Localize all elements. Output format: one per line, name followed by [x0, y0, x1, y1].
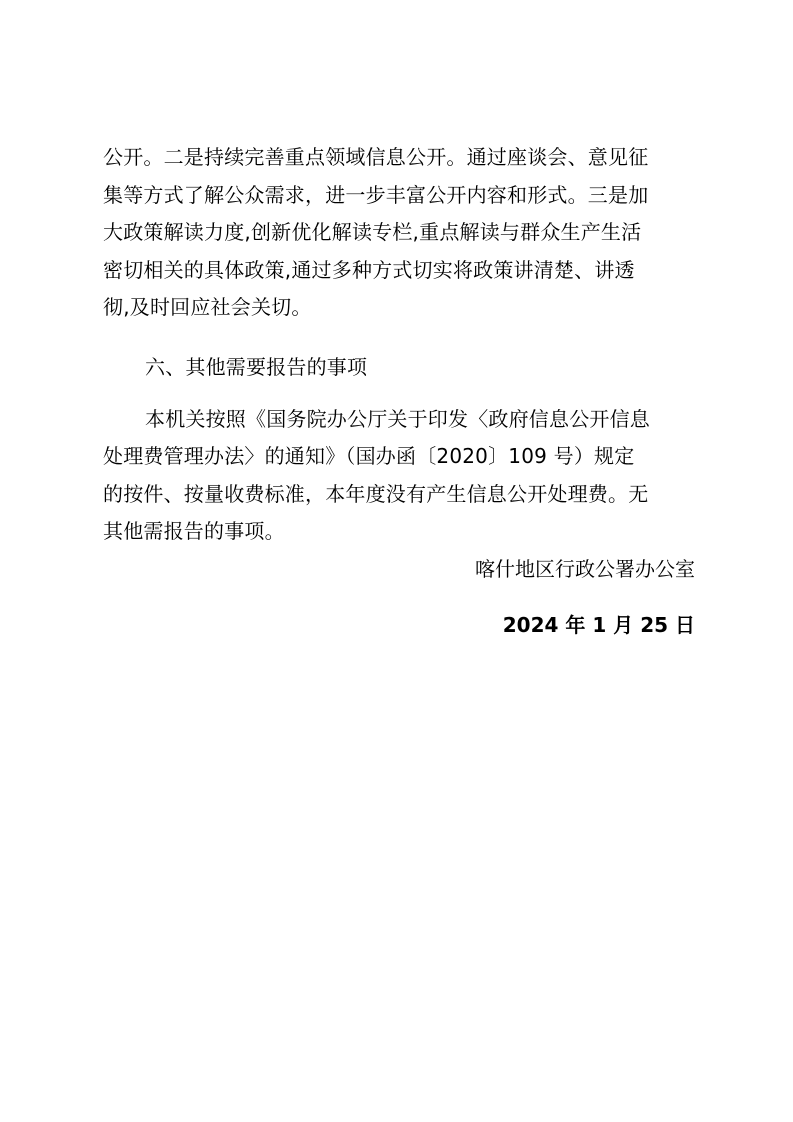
paragraph-line: 本机关按照《国务院办公厅关于印发〈政府信息公开信息 — [145, 406, 650, 431]
paragraph-continued — [103, 139, 695, 327]
paragraph-line: 彻,及时回应社会关切。 — [103, 295, 312, 320]
paragraph-line: 密切相关的具体政策,通过多种方式切实将政策讲清楚、讲透 — [103, 257, 635, 282]
paragraph-line: 的按件、按量收费标准，本年度没有产生信息公开处理费。无 — [103, 481, 649, 506]
paragraph-other-matters — [103, 401, 695, 551]
paragraph-line: 处理费管理办法〉的通知》（国办函〔2020〕109 号）规定 — [103, 444, 635, 469]
paragraph-line: 大政策解读力度,创新优化解读专栏,重点解读与群众生产生活 — [103, 220, 642, 245]
document-body — [103, 139, 695, 644]
signature-date: 2024 年 1 月 25 日 — [502, 612, 695, 637]
paragraph-line: 其他需报告的事项。 — [103, 519, 285, 544]
paragraph-line: 集等方式了解公众需求，进一步丰富公开内容和形式。三是加 — [103, 182, 649, 207]
paragraph-line: 公开。二是持续完善重点领域信息公开。通过座谈会、意见征 — [103, 145, 649, 169]
signature-organization: 喀什地区行政公署办公室 — [475, 556, 695, 581]
section-heading: 六、其他需要报告的事项 — [145, 354, 368, 379]
